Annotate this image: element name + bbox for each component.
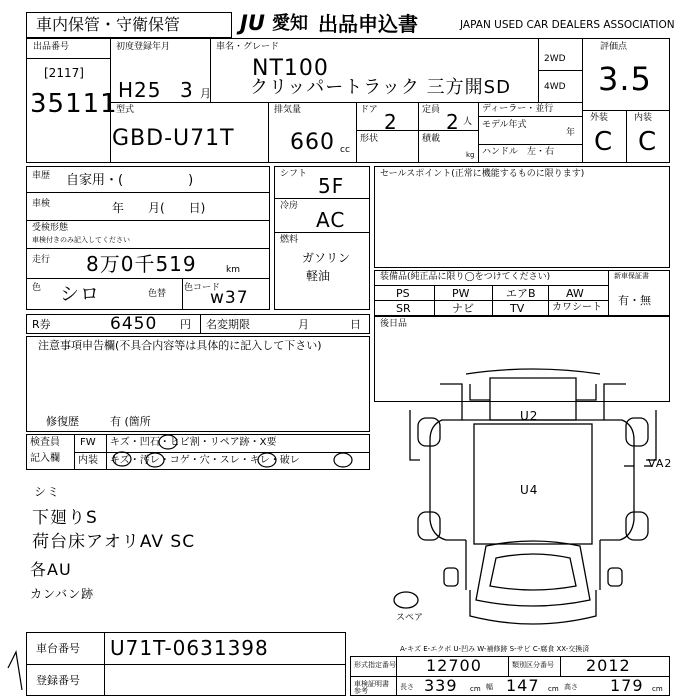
registration-era-year: H25 <box>118 78 162 102</box>
interior-grade: C <box>638 127 658 157</box>
grade-score: 3.5 <box>598 60 652 98</box>
recv-note: 車検付きのみ記入してください <box>32 236 130 244</box>
inspector-label-2: 記入欄 <box>30 453 60 464</box>
history-value: 自家用・( ) <box>66 173 194 188</box>
equip-tv: TV <box>510 302 525 315</box>
name-change-month: 月 <box>298 318 309 331</box>
recycle-unit: 円 <box>180 318 191 331</box>
chassis-number: U71T-0631398 <box>110 636 269 660</box>
drive-4wd: 4WD <box>544 82 566 92</box>
registration-month-unit: 月 <box>200 87 211 100</box>
equip-leather-seat: カワシート <box>552 302 602 313</box>
sales-points-label: セールスポイント(正常に機能するものに限ります) <box>380 169 585 179</box>
type-number-value: 12700 <box>426 656 482 675</box>
inspection-label: 車検 <box>32 199 51 209</box>
form-title: 出品申込書 <box>318 12 418 36</box>
note-line-1: シミ <box>34 485 61 499</box>
damage-legend: A-キズ E-エクボ U-凹み W-補修跡 S-サビ C-腐食 XX-交換済 <box>400 645 590 653</box>
model-code: GBD-U71T <box>112 126 235 151</box>
type-number-label: 形式指定番号 <box>354 661 396 669</box>
displacement-unit: cc <box>340 145 350 155</box>
equip-pw: PW <box>452 287 470 300</box>
load-label: 積載 <box>422 134 441 144</box>
exterior-label: 外装 <box>590 113 609 123</box>
doors-value: 2 <box>384 110 398 134</box>
shape-label: 形状 <box>360 134 379 144</box>
height-label: 高さ <box>564 683 578 691</box>
vehicle-name-label: 車名・グレード <box>216 42 280 52</box>
repair-label: 修復歴 <box>46 415 79 428</box>
mileage-value: 8万0千519 <box>86 252 197 276</box>
mark-u4: U4 <box>520 483 539 497</box>
fw-label: FW <box>80 437 96 448</box>
displacement-label: 排気量 <box>274 105 302 115</box>
ju-logo: JU <box>240 11 265 35</box>
repair-value: 有 (箇所 <box>110 415 151 428</box>
lot-label: 出品番号 <box>33 42 70 52</box>
capacity-unit: 人 <box>463 117 473 127</box>
fuel-label: 燃料 <box>280 235 299 245</box>
width-value: 147 <box>506 676 540 695</box>
color-value: シロ <box>60 283 101 305</box>
color-label: 色 <box>32 283 42 293</box>
equip-sr: SR <box>396 302 411 315</box>
org-name: 愛知 <box>272 13 308 34</box>
note-line-2: 下廻りS <box>32 508 98 528</box>
equipment-label: 装備品(純正品に限り◯をつけてください) <box>380 272 551 282</box>
drive-2wd: 2WD <box>544 54 566 64</box>
color-code-value: w37 <box>210 288 249 308</box>
load-unit: kg <box>466 151 475 159</box>
lot-number: 35111 <box>30 89 118 119</box>
color-code-label: 色コード <box>184 283 221 293</box>
interior-check-label: 内装 <box>78 455 98 466</box>
model-label: 型式 <box>116 105 135 115</box>
warranty-label: 新車保証書 <box>614 272 649 280</box>
equip-ps: PS <box>396 287 410 300</box>
exterior-grade: C <box>594 127 614 157</box>
registration-label: 初度登録年月 <box>116 42 171 52</box>
doors-label: ドア <box>360 105 378 115</box>
mileage-unit: km <box>226 265 240 275</box>
width-unit: cm <box>548 685 559 693</box>
vehicle-name-line2: クリッパートラック 三方開SD <box>250 77 511 98</box>
ac-value: AC <box>316 208 346 232</box>
name-change-label: 名変期限 <box>206 318 250 331</box>
warranty-value: 有・無 <box>618 294 651 307</box>
inspection-value: 年 月( 日) <box>112 201 206 215</box>
height-unit: cm <box>652 685 663 693</box>
capacity-value: 2 <box>446 110 460 134</box>
notes-label: 注意事項申告欄(不具合内容等は具体的に記入して下さい) <box>38 339 322 352</box>
shift-value: 5F <box>318 174 345 198</box>
class-number-label: 類別区分番号 <box>512 661 554 669</box>
rear-items-label: 後日品 <box>380 319 408 329</box>
cert-ref-label: 車検証明書参考 <box>354 680 389 695</box>
capacity-label: 定員 <box>422 105 441 115</box>
mark-u2: U2 <box>520 409 539 423</box>
storage-note: 車内保管・守衛保管 <box>36 15 181 34</box>
spare-label: スペア <box>396 613 424 623</box>
interior-items: キズ・汚レ・コゲ・穴・スレ・キレ・破レ <box>110 455 300 466</box>
note-line-4: 各AU <box>30 560 72 579</box>
equip-aw: AW <box>566 287 584 300</box>
ac-label: 冷房 <box>280 201 299 211</box>
fuel-gasoline: ガソリン <box>302 251 351 265</box>
lot-sub-number: [2117] <box>44 66 84 80</box>
mark-va2: VA2 <box>648 457 673 470</box>
note-line-3: 荷台床アオリAV SC <box>32 532 196 552</box>
recycle-amount: 6450 <box>110 314 158 334</box>
note-line-5: カンバン跡 <box>30 587 95 601</box>
length-label: 長さ <box>400 683 414 691</box>
length-unit: cm <box>470 685 481 693</box>
equip-airbag: エアB <box>506 287 536 300</box>
association-name: JAPAN USED CAR DEALERS ASSOCIATION <box>460 19 675 31</box>
model-year-label: モデル年式 <box>482 120 527 130</box>
displacement-value: 660 <box>290 130 335 155</box>
registration-number-label: 登録番号 <box>36 674 80 687</box>
equip-navi: ナビ <box>452 302 474 315</box>
vehicle-name-line1: NT100 <box>252 56 329 81</box>
handle-label: ハンドル 左・右 <box>482 147 555 157</box>
registration-month: 3 <box>180 78 194 102</box>
year-unit: 年 <box>566 128 576 138</box>
history-label: 車歴 <box>32 171 51 181</box>
recycle-label: R券 <box>32 318 51 331</box>
width-label: 幅 <box>486 683 493 691</box>
height-value: 179 <box>610 676 644 695</box>
class-number-value: 2012 <box>586 656 631 675</box>
interior-label: 内装 <box>634 113 653 123</box>
fuel-light-oil: 軽油 <box>306 269 331 283</box>
mileage-label: 走行 <box>32 255 51 265</box>
color-change-label: 色替 <box>148 289 167 299</box>
chassis-label: 車台番号 <box>36 642 80 655</box>
length-value: 339 <box>424 676 458 695</box>
inspector-label-1: 検査員 <box>30 437 60 448</box>
name-change-day: 日 <box>350 318 361 331</box>
grade-label: 評価点 <box>600 42 628 52</box>
fw-items: キズ・凹石・ヒビ割・リペア跡・X要 <box>110 437 277 448</box>
recv-label: 受検形態 <box>32 223 69 233</box>
dealer-label: ディーラー・並行 <box>482 104 554 114</box>
shift-label: シフト <box>280 169 308 179</box>
